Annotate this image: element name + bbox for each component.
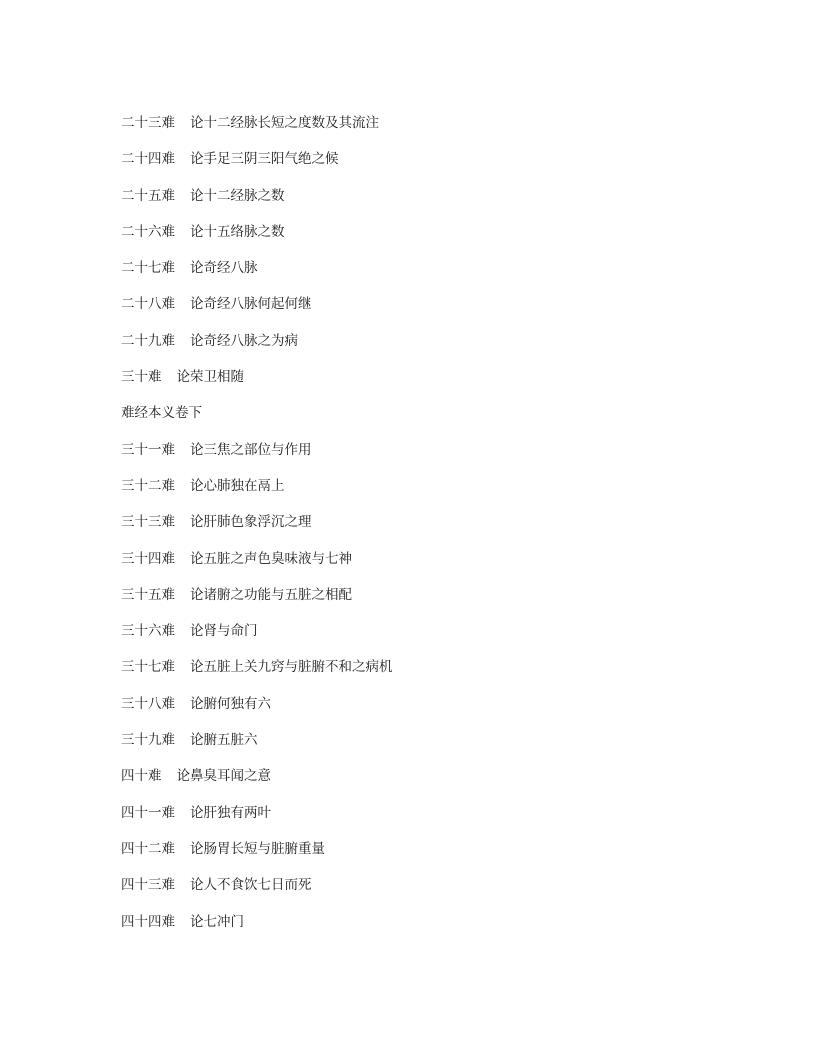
toc-entry-number: 三十八难	[121, 695, 175, 712]
toc-entry-title: 论奇经八脉	[190, 260, 258, 277]
toc-entry	[121, 114, 721, 150]
toc-entry-number: 三十二难	[121, 477, 175, 494]
toc-entry	[121, 622, 721, 658]
toc-entry	[121, 731, 721, 767]
toc-entry	[121, 804, 721, 840]
toc-entry-title: 论七冲门	[190, 913, 244, 930]
toc-entry-title: 论十二经脉长短之度数及其流注	[190, 115, 379, 131]
toc-entry-number: 二十八难	[121, 296, 175, 313]
toc-entry-title: 论肾与命门	[190, 623, 258, 640]
toc-entry	[121, 477, 721, 513]
toc-entry-number: 二十七难	[121, 260, 175, 277]
toc-entry	[121, 295, 721, 331]
toc-entry-title: 论肠胃长短与脏腑重量	[190, 840, 325, 857]
toc-entry-title: 论三焦之部位与作用	[190, 441, 312, 458]
toc-entry-number: 二十四难	[121, 151, 175, 168]
toc-entry-title: 论五脏上关九窍与脏腑不和之病机	[190, 659, 393, 676]
section-heading: 难经本义卷下	[121, 405, 202, 422]
toc-entry	[121, 876, 721, 912]
toc-entry-title: 论肝独有两叶	[190, 804, 271, 821]
toc-entry-number: 二十九难	[121, 332, 175, 349]
toc-entry	[121, 658, 721, 694]
toc-entry	[121, 513, 721, 549]
toc-entry-number: 二十五难	[121, 187, 175, 204]
toc-entry-title: 论五脏之声色臭味液与七神	[190, 550, 352, 567]
toc-entry-number: 三十难	[121, 369, 162, 386]
toc-entry	[121, 913, 721, 949]
toc-entry-number: 二十三难	[121, 115, 175, 131]
toc-entry-title: 论十五络脉之数	[190, 223, 285, 240]
toc-entry-title: 论腑何独有六	[190, 695, 271, 712]
toc-entry	[121, 441, 721, 477]
toc-entry-title: 论鼻臭耳闻之意	[176, 768, 271, 785]
toc-entry	[121, 368, 721, 404]
toc-entry-number: 四十四难	[121, 913, 175, 930]
toc-entry-number: 三十一难	[121, 441, 175, 458]
toc-entry-number: 三十九难	[121, 732, 175, 749]
toc-entry-title: 论荣卫相随	[176, 369, 244, 386]
toc-entry-title: 论肝肺色象浮沉之理	[190, 514, 312, 531]
toc-entry-title: 论十二经脉之数	[190, 187, 285, 204]
toc-entry	[121, 223, 721, 259]
toc-entry	[121, 259, 721, 295]
toc-entry-title: 论人不食饮七日而死	[190, 877, 312, 894]
toc-entry-title: 论诸腑之功能与五脏之相配	[190, 586, 352, 603]
toc-entry-title: 论奇经八脉之为病	[190, 332, 298, 349]
toc-entry	[121, 550, 721, 586]
toc-entry-number: 三十四难	[121, 550, 175, 567]
toc-entry	[121, 840, 721, 876]
toc-entry	[121, 187, 721, 223]
toc-entry-title: 论腑五脏六	[190, 732, 258, 749]
table-of-contents	[121, 114, 721, 949]
toc-entry	[121, 586, 721, 622]
toc-entry-title: 论奇经八脉何起何继	[190, 296, 312, 313]
toc-entry-number: 三十七难	[121, 659, 175, 676]
toc-entry-number: 三十三难	[121, 514, 175, 531]
toc-entry	[121, 332, 721, 368]
toc-entry-number: 二十六难	[121, 223, 175, 240]
toc-entry-number: 四十二难	[121, 840, 175, 857]
toc-entry	[121, 767, 721, 803]
toc-entry	[121, 150, 721, 186]
toc-entry-number: 三十六难	[121, 623, 175, 640]
toc-entry-number: 四十难	[121, 768, 162, 785]
toc-entry-number: 四十三难	[121, 877, 175, 894]
toc-entry	[121, 695, 721, 731]
toc-entry-title: 论心肺独在鬲上	[190, 477, 285, 494]
toc-entry-title: 论手足三阴三阳气绝之候	[190, 151, 339, 168]
toc-entry-number: 三十五难	[121, 586, 175, 603]
toc-entry-number: 四十一难	[121, 804, 175, 821]
